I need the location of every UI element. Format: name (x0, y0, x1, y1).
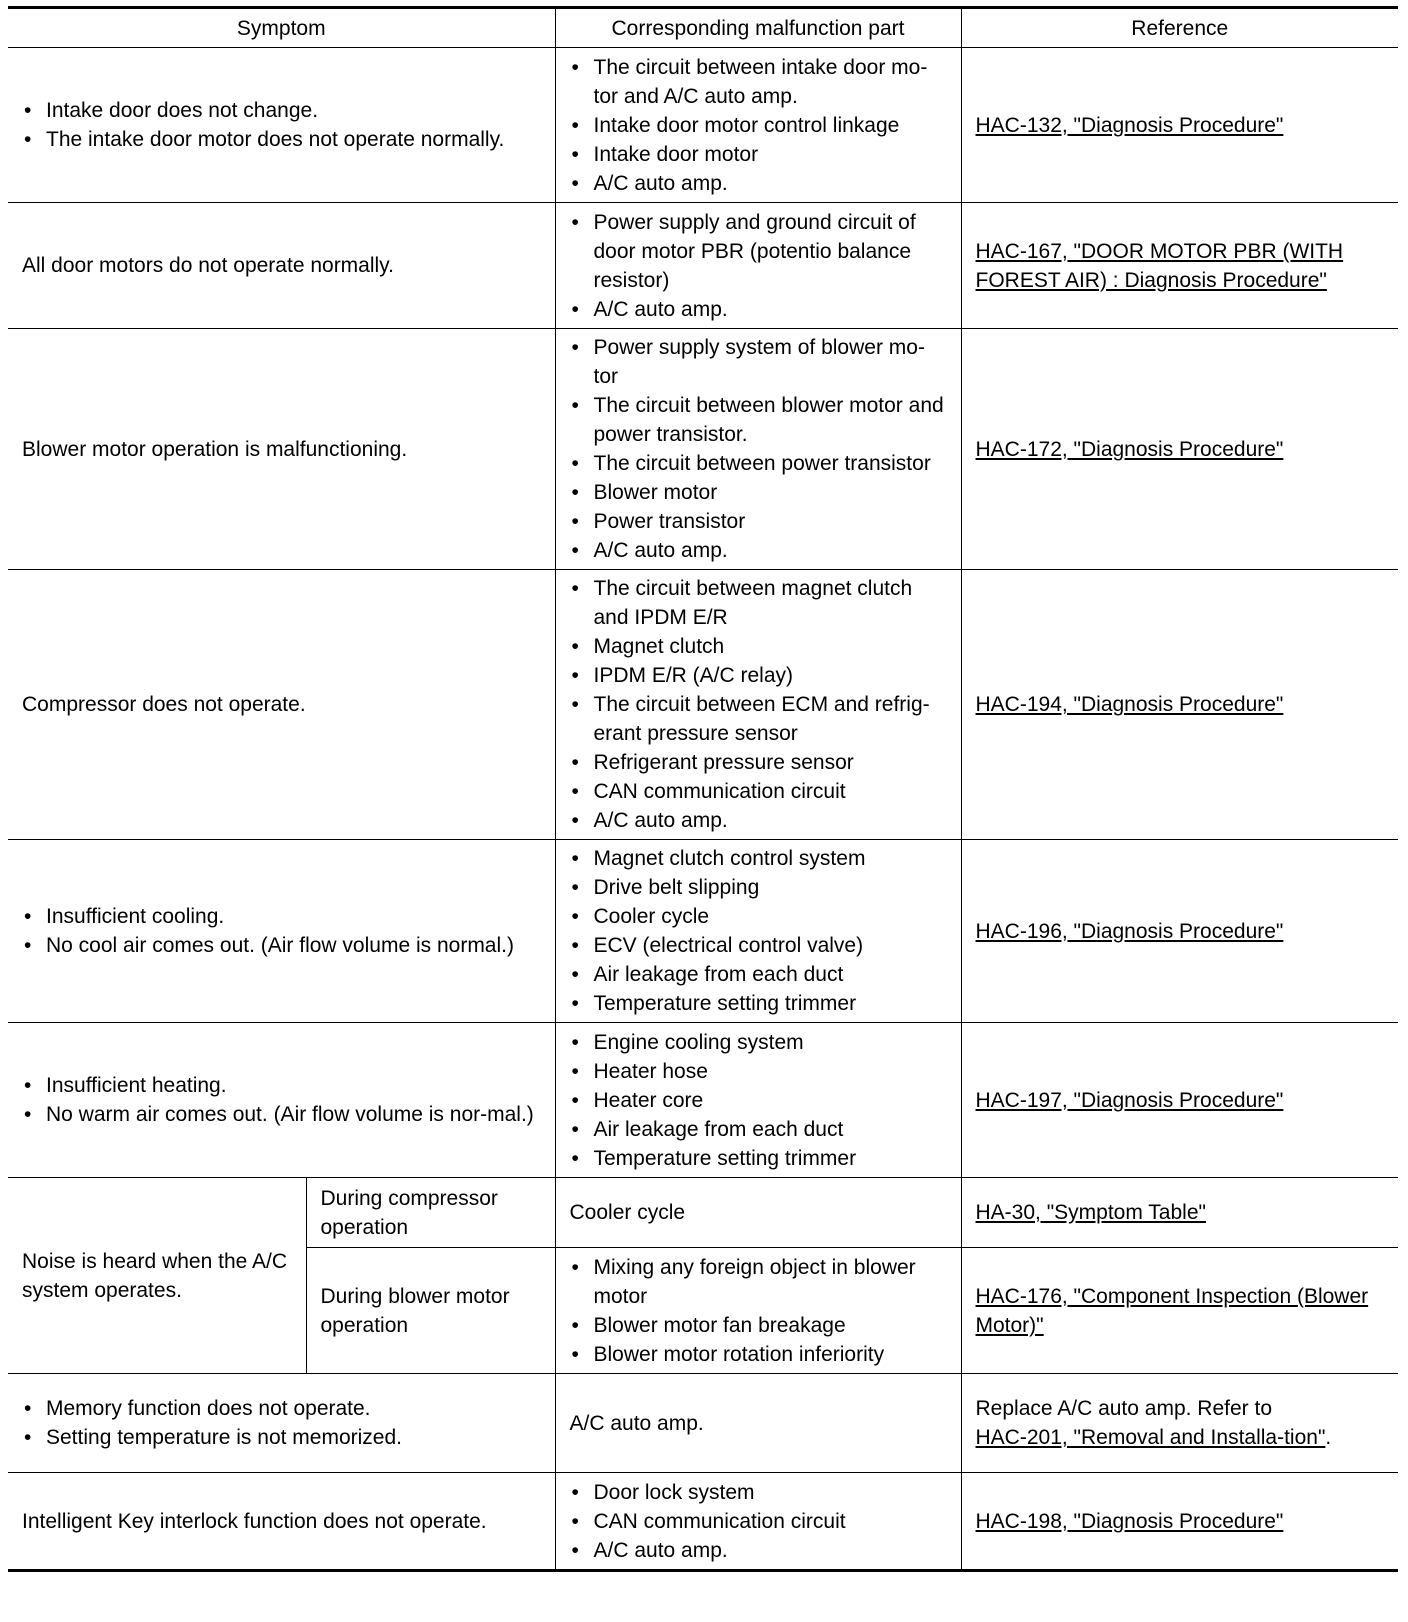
malfunction-part-cell (555, 203, 961, 329)
reference-cell (961, 1178, 1398, 1248)
reference-link[interactable]: HAC-197, "Diagnosis Procedure" (975, 1088, 1284, 1112)
malfunction-part-cell (555, 329, 961, 570)
reference-link[interactable]: HAC-201, "Removal and Installa-tion" (975, 1426, 1326, 1449)
table-row (8, 203, 1398, 329)
list-item: • A/C auto amp. (570, 295, 947, 324)
malfunction-part-cell (555, 1248, 961, 1374)
symptom-list (22, 96, 541, 154)
table-row (8, 1473, 1398, 1571)
reference-link[interactable]: HAC-172, "Diagnosis Procedure" (975, 437, 1284, 461)
symptom-cell (8, 1023, 555, 1178)
table-row (8, 1374, 1398, 1473)
list-item: • Temperature setting trimmer (570, 1144, 947, 1173)
symptom-cell: Intelligent Key interlock function does not operate. (8, 1473, 555, 1571)
list-item: • Intake door does not change. (22, 96, 541, 125)
reference-link[interactable]: HAC-194, "Diagnosis Procedure" (975, 693, 1284, 716)
list-item: • Air leakage from each duct (570, 960, 947, 989)
table-row (8, 1178, 1398, 1248)
symptom-cell (8, 1374, 555, 1473)
list-item: • Setting temperature is not memorized. (22, 1423, 541, 1452)
list-item: • Blower motor fan breakage (570, 1311, 947, 1340)
header-symptom: Symptom (8, 8, 555, 48)
reference-link[interactable]: HA-30, "Symptom Table" (975, 1201, 1206, 1224)
list-item: • The intake door motor does not operate normally. (22, 125, 541, 154)
list-item: • Temperature setting trimmer (570, 989, 947, 1018)
malfunction-part-cell: A/C auto amp. (555, 1374, 961, 1473)
reference-cell (961, 1248, 1398, 1374)
table-row (8, 1023, 1398, 1178)
reference-link[interactable]: HAC-198, "Diagnosis Procedure" (975, 1509, 1284, 1533)
reference-cell (961, 570, 1398, 840)
part-list (570, 1253, 947, 1369)
part-list (570, 53, 947, 198)
list-item: • Magnet clutch control system (570, 844, 947, 873)
list-item: • Memory function does not operate. (22, 1394, 541, 1423)
reference-cell (961, 48, 1398, 203)
reference-prefix: Replace A/C auto amp. Refer to (975, 1397, 1272, 1420)
reference-cell (961, 840, 1398, 1023)
list-item: • CAN communication circuit (570, 777, 947, 806)
list-item: • Blower motor (570, 478, 947, 507)
table-row (8, 48, 1398, 203)
symptom-cell: All door motors do not operate normally. (8, 203, 555, 329)
symptom-cell (8, 48, 555, 203)
symptom-list (22, 902, 541, 960)
list-item: • CAN communication circuit (570, 1507, 947, 1536)
malfunction-part-cell (555, 840, 961, 1023)
part-list (570, 1028, 947, 1173)
list-item: • No cool air comes out. (Air flow volume is normal.) (22, 931, 541, 960)
list-item: • A/C auto amp. (570, 1536, 947, 1565)
list-item: • The circuit between blower motor and power transistor. (570, 391, 947, 449)
list-item: • The circuit between magnet clutch and IPDM E/R (570, 574, 947, 632)
reference-cell (961, 1023, 1398, 1178)
list-item: • IPDM E/R (A/C relay) (570, 661, 947, 690)
list-item: • Blower motor rotation inferiority (570, 1340, 947, 1369)
malfunction-part-cell (555, 570, 961, 840)
reference-cell (961, 1473, 1398, 1571)
header-reference: Reference (961, 8, 1398, 48)
part-list (570, 574, 947, 835)
malfunction-part-cell (555, 1023, 961, 1178)
list-item: • Door lock system (570, 1478, 947, 1507)
part-list (570, 208, 947, 324)
list-item: • Heater hose (570, 1057, 947, 1086)
condition-cell: During blower motor operation (306, 1248, 555, 1374)
malfunction-part-cell: Cooler cycle (555, 1178, 961, 1248)
list-item: • Power supply system of blower mo-tor (570, 333, 947, 391)
reference-link[interactable]: HAC-196, "Diagnosis Procedure" (975, 919, 1284, 943)
symptom-cell: Noise is heard when the A/C system operates. (8, 1178, 306, 1374)
table-row (8, 570, 1398, 840)
list-item: • Engine cooling system (570, 1028, 947, 1057)
part-list (570, 844, 947, 1018)
reference-link[interactable]: HAC-132, "Diagnosis Procedure" (975, 113, 1284, 137)
list-item: • A/C auto amp. (570, 536, 947, 565)
list-item: • Magnet clutch (570, 632, 947, 661)
list-item: • Power supply and ground circuit of door motor PBR (potentio balance resistor) (570, 208, 947, 295)
reference-cell (961, 1374, 1398, 1473)
list-item: • ECV (electrical control valve) (570, 931, 947, 960)
list-item: • A/C auto amp. (570, 169, 947, 198)
list-item: • Insufficient heating. (22, 1071, 541, 1100)
part-list (570, 333, 947, 565)
symptom-table (8, 6, 1398, 1572)
table-row (8, 840, 1398, 1023)
part-list (570, 1478, 947, 1565)
list-item: • Cooler cycle (570, 902, 947, 931)
list-item: • Drive belt slipping (570, 873, 947, 902)
table-row (8, 329, 1398, 570)
list-item: • The circuit between intake door mo-tor and A/C auto amp. (570, 53, 947, 111)
list-item: • Intake door motor (570, 140, 947, 169)
list-item: • Air leakage from each duct (570, 1115, 947, 1144)
symptom-cell: Compressor does not operate. (8, 570, 555, 840)
symptom-list (22, 1071, 541, 1129)
condition-cell: During compressor operation (306, 1178, 555, 1248)
list-item: • Heater core (570, 1086, 947, 1115)
header-malfunction-part: Corresponding malfunction part (555, 8, 961, 48)
list-item: • Intake door motor control linkage (570, 111, 947, 140)
symptom-list (22, 1394, 541, 1452)
reference-link[interactable]: HAC-167, "DOOR MOTOR PBR (WITH FOREST AIR) : Diagnosis Procedure" (975, 239, 1344, 292)
list-item: • A/C auto amp. (570, 806, 947, 835)
reference-suffix: . (1325, 1426, 1332, 1449)
malfunction-part-cell (555, 1473, 961, 1571)
reference-cell (961, 329, 1398, 570)
list-item: • No warm air comes out. (Air flow volume is nor-mal.) (22, 1100, 541, 1129)
list-item: • Mixing any foreign object in blower motor (570, 1253, 947, 1311)
symptom-cell: Blower motor operation is malfunctioning. (8, 329, 555, 570)
reference-cell (961, 203, 1398, 329)
list-item: • The circuit between power transistor (570, 449, 947, 478)
list-item: • Refrigerant pressure sensor (570, 748, 947, 777)
symptom-cell (8, 840, 555, 1023)
header-row (8, 8, 1398, 48)
list-item: • The circuit between ECM and refrig-erant pressure sensor (570, 690, 947, 748)
list-item: • Insufficient cooling. (22, 902, 541, 931)
malfunction-part-cell (555, 48, 961, 203)
list-item: • Power transistor (570, 507, 947, 536)
reference-link[interactable]: HAC-176, "Component Inspection (Blower Motor)" (975, 1284, 1369, 1337)
